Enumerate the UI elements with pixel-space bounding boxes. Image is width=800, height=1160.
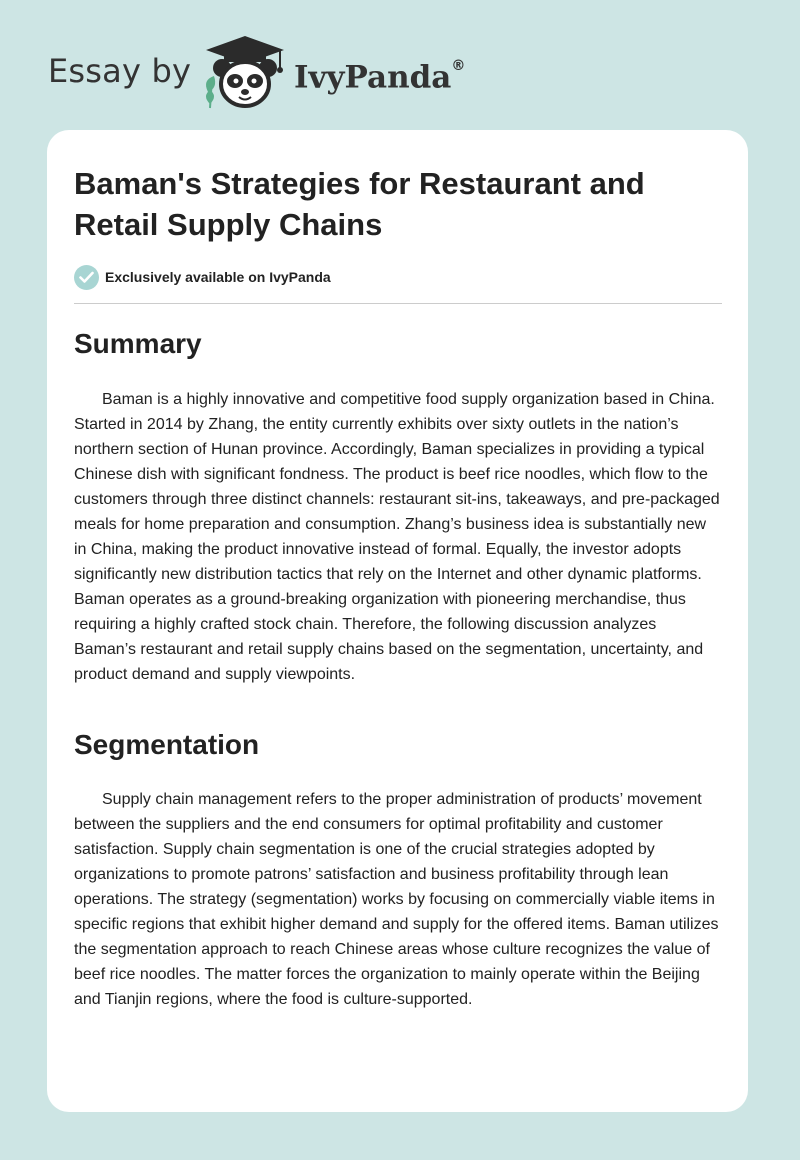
essay-by-label: Essay by	[48, 52, 192, 90]
segmentation-paragraph: Supply chain management refers to the proper administration of products’ movement between the suppliers and the end consumers for optimal profitability and customer satisfaction. Supply chain segmentation is one of the crucial strategies adopted by organizations to promote patrons’ satisfaction and business profitability through lean operations. The strategy (segmentation) works by focusing on commercially viable items in specific regions that exhibit higher demand and supply for the offered items. Baman utilizes the segmentation approach to reach Chinese areas whose culture recognizes the value of beef rice noodles. The matter forces the organization to mainly operate within the Beijing and Tianjin regions, where the food is culture-supported.	[74, 791, 719, 1008]
brand-label: IvyPanda	[294, 59, 452, 96]
brand-name[interactable]	[294, 52, 465, 97]
exclusive-label: Exclusively available on IvyPanda	[105, 269, 331, 285]
panda-graduate-icon[interactable]	[200, 34, 290, 112]
section-heading-summary: Summary	[74, 328, 202, 359]
article-card	[47, 130, 748, 1112]
exclusive-badge	[74, 264, 331, 290]
summary-paragraph: Baman is a highly innovative and competitive food supply organization based in China. Started in 2014 by Zhang, the entity currently exhibits over sixty outlets in the nation’s northern section of Hunan province. Accordingly, Baman specializes in providing a typical Chinese dish with significant fondness. The product is beef rice noodles, which flow to the customers through three distinct channels: restaurant sit-ins, takeaways, and pre-packaged meals for home preparation and consumption. Zhang’s business idea is substantially new in China, making the product innovative instead of formal. Equally, the investor adopts significantly new distribution tactics that rely on the Internet and other dynamic platforms. Baman operates as a ground-breaking organization with pioneering merchandise, thus requiring a highly crafted stock chain. Therefore, the following discussion analyzes Baman’s restaurant and retail supply chains based on the segmentation, uncertainty, and product demand and supply viewpoints.	[74, 391, 720, 683]
check-icon	[74, 265, 99, 290]
registered-mark: ®	[451, 58, 466, 74]
divider	[74, 303, 722, 304]
site-header	[48, 34, 508, 114]
article-title: Baman's Strategies for Restaurant and Retail Supply Chains	[74, 166, 645, 242]
section-heading-segmentation: Segmentation	[74, 729, 260, 760]
